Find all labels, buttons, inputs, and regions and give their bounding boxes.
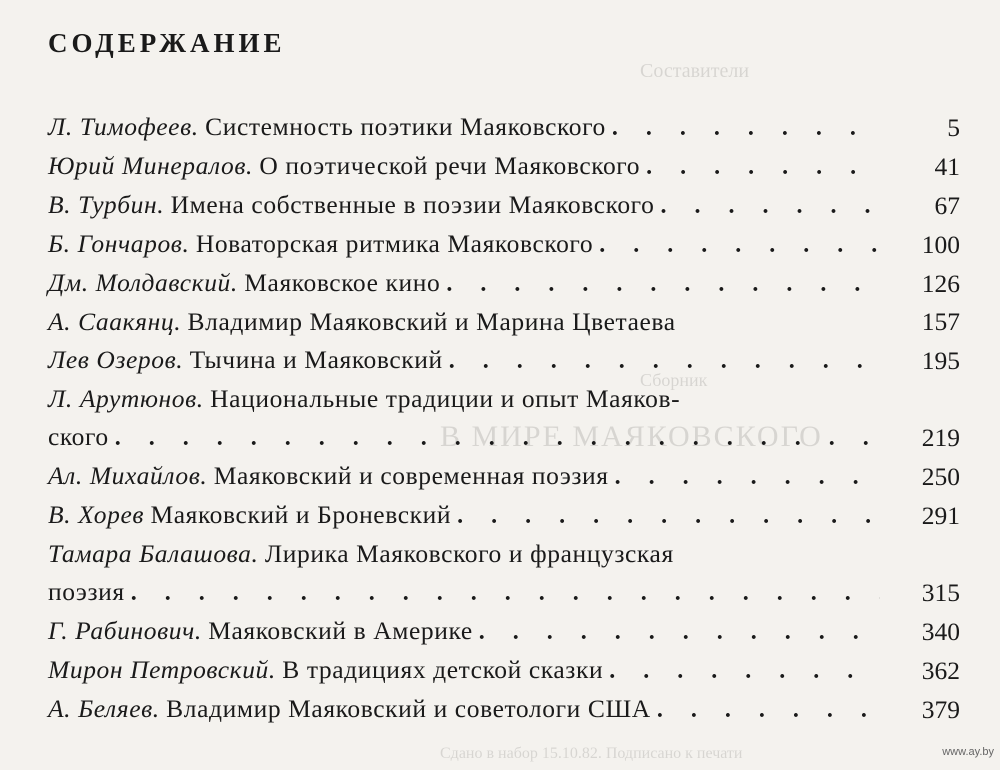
entry-title: Владимир Маяковский и Марина Цветаева bbox=[187, 307, 676, 336]
leader-dots bbox=[651, 691, 880, 729]
entry-author: Б. Гончаров. bbox=[48, 229, 190, 258]
entry-author: Лев Озеров. bbox=[48, 345, 184, 374]
table-of-contents bbox=[48, 108, 960, 729]
leader-dots bbox=[593, 226, 880, 264]
entry-page-number: 362 bbox=[921, 656, 960, 685]
leader-dots bbox=[609, 458, 880, 496]
toc-entry bbox=[48, 690, 960, 729]
entry-author: А. Саакянц. bbox=[48, 307, 182, 336]
leader-dots bbox=[443, 342, 880, 380]
entry-author: А. Беляев. bbox=[48, 694, 160, 723]
entry-title: Маяковский и современная поэзия bbox=[213, 461, 609, 490]
entry-author: В. Хорев bbox=[48, 500, 145, 529]
bleed-through-text: Сдано в набор 15.10.82. Подписано к печати bbox=[440, 745, 743, 762]
entry-title-continuation: ского bbox=[48, 422, 109, 451]
entry-page-number: 126 bbox=[921, 269, 960, 298]
entry-page-number: 195 bbox=[921, 346, 960, 375]
toc-entry bbox=[48, 341, 960, 380]
toc-entry bbox=[48, 651, 960, 690]
toc-entry bbox=[48, 496, 960, 535]
entry-title: Маяковское кино bbox=[244, 268, 441, 297]
entry-title: Новаторская ритмика Маяковского bbox=[195, 229, 594, 258]
entry-page-number: 5 bbox=[947, 113, 960, 142]
toc-entry bbox=[48, 457, 960, 496]
leader-dots bbox=[451, 497, 880, 535]
entry-title: Маяковский и Броневский bbox=[150, 500, 452, 529]
entry-author: Дм. Молдавский. bbox=[48, 268, 238, 297]
toc-entry bbox=[48, 380, 960, 457]
toc-entry bbox=[48, 147, 960, 186]
entry-author: В. Турбин. bbox=[48, 190, 165, 219]
toc-entry bbox=[48, 303, 960, 341]
entry-title: Национальные традиции и опыт Маяков- bbox=[210, 384, 681, 413]
leader-dots bbox=[603, 652, 880, 690]
leader-dots bbox=[654, 187, 880, 225]
entry-title: О поэтической речи Маяковского bbox=[259, 151, 641, 180]
entry-title: Имена собственные в поэзии Маяковского bbox=[170, 190, 655, 219]
entry-title: Лирика Маяковского и французская bbox=[264, 539, 674, 568]
entry-author: Л. Арутюнов. bbox=[48, 384, 204, 413]
leader-dots bbox=[440, 265, 880, 303]
bleed-through-text: В МИРЕ МАЯКОВСКОГО bbox=[440, 420, 823, 453]
toc-entry bbox=[48, 225, 960, 264]
entry-author: Л. Тимофеев. bbox=[48, 112, 199, 141]
toc-entry bbox=[48, 264, 960, 303]
entry-page-number: 315 bbox=[921, 578, 960, 607]
entry-page-number: 250 bbox=[921, 462, 960, 491]
entry-author: Г. Рабинович. bbox=[48, 616, 202, 645]
entry-page-number: 379 bbox=[921, 695, 960, 724]
leader-dots bbox=[125, 574, 880, 612]
entry-page-number: 340 bbox=[921, 617, 960, 646]
leader-dots bbox=[109, 419, 880, 457]
watermark: www.ay.by bbox=[942, 746, 994, 758]
entry-page-number: 157 bbox=[921, 307, 960, 336]
toc-entry bbox=[48, 535, 960, 612]
entry-author: Ал. Михайлов. bbox=[48, 461, 208, 490]
entry-author: Юрий Минералов. bbox=[48, 151, 254, 180]
entry-page-number: 67 bbox=[934, 191, 960, 220]
entry-page-number: 219 bbox=[921, 423, 960, 452]
toc-entry bbox=[48, 186, 960, 225]
entry-title: Системность поэтики Маяковского bbox=[205, 112, 606, 141]
toc-entry bbox=[48, 108, 960, 147]
entry-author: Мирон Петровский. bbox=[48, 655, 276, 684]
entry-title-continuation: поэзия bbox=[48, 577, 125, 606]
leader-dots bbox=[640, 148, 880, 186]
entry-title: Владимир Маяковский и советологи США bbox=[166, 694, 651, 723]
toc-entry bbox=[48, 612, 960, 651]
leader-dots bbox=[473, 613, 880, 651]
entry-page-number: 291 bbox=[921, 501, 960, 530]
entry-title: Тычина и Маяковский bbox=[189, 345, 443, 374]
bleed-through-text: Сборник bbox=[640, 370, 708, 390]
bleed-through-text: Составители bbox=[640, 60, 750, 82]
page-title: СОДЕРЖАНИЕ bbox=[48, 28, 286, 58]
entry-page-number: 100 bbox=[921, 230, 960, 259]
leader-dots bbox=[606, 109, 880, 147]
entry-title: В традициях детской сказки bbox=[282, 655, 604, 684]
entry-page-number: 41 bbox=[934, 152, 960, 181]
entry-title: Маяковский в Америке bbox=[208, 616, 473, 645]
entry-author: Тамара Балашова. bbox=[48, 539, 259, 568]
